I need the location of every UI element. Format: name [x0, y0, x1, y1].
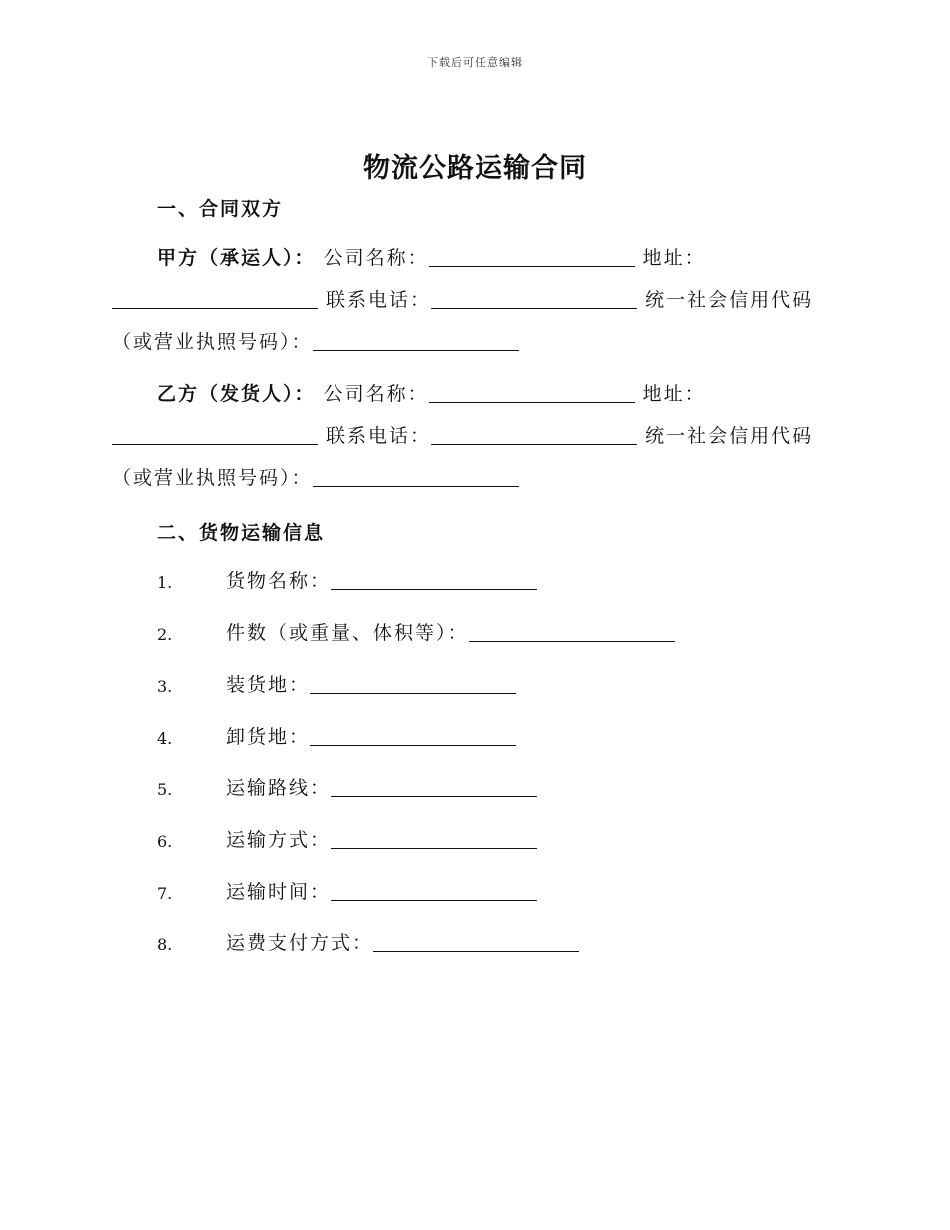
party-a-address-blank[interactable] — [112, 290, 318, 309]
transport-mode-item — [226, 828, 537, 852]
loading-place-item — [226, 673, 516, 697]
cargo-name-label: 货物名称： — [226, 570, 332, 592]
unloading-place-blank[interactable] — [310, 727, 516, 746]
party-b-address-blank[interactable] — [112, 426, 318, 445]
section-heading-parties: 一、合同双方 — [157, 198, 284, 220]
party-a-address-label: 地址： — [642, 247, 706, 269]
item-number: 3. — [157, 677, 173, 696]
transport-mode-blank[interactable] — [331, 830, 537, 849]
transport-time-blank[interactable] — [331, 882, 537, 901]
party-a-company-label: 公司名称： — [323, 247, 429, 269]
loading-place-blank[interactable] — [310, 675, 516, 694]
party-a-phone-blank[interactable] — [431, 290, 637, 309]
unloading-place-label: 卸货地： — [226, 726, 311, 748]
quantity-item — [226, 621, 675, 645]
item-number: 1. — [157, 573, 173, 592]
item-number: 8. — [157, 935, 173, 954]
section-heading-cargo: 二、货物运输信息 — [157, 522, 326, 544]
transport-mode-label: 运输方式： — [226, 829, 332, 851]
party-a-line-3 — [112, 330, 519, 354]
route-item — [226, 776, 537, 800]
party-b-credit-code-label: 统一社会信用代码 — [645, 425, 814, 447]
party-a-company-blank[interactable] — [429, 248, 635, 267]
payment-method-blank[interactable] — [373, 933, 579, 952]
item-number: 2. — [157, 625, 173, 644]
quantity-blank[interactable] — [469, 623, 675, 642]
party-a-license-blank[interactable] — [313, 332, 519, 351]
payment-method-label: 运费支付方式： — [226, 932, 374, 954]
party-b-phone-label: 联系电话： — [326, 425, 432, 447]
party-b-company-blank[interactable] — [429, 384, 635, 403]
party-b-license-blank[interactable] — [313, 468, 519, 487]
party-a-line-2 — [112, 288, 813, 312]
party-b-license-label: （或营业执照号码）： — [112, 467, 313, 489]
party-a-label: 甲方（承运人）： — [157, 247, 316, 269]
header-note: 下载后可任意编辑 — [427, 56, 523, 69]
unloading-place-item — [226, 725, 516, 749]
party-b-label: 乙方（发货人）： — [157, 383, 316, 405]
transport-time-label: 运输时间： — [226, 881, 332, 903]
party-a-line-1 — [157, 246, 706, 270]
party-b-phone-blank[interactable] — [431, 426, 637, 445]
cargo-name-blank[interactable] — [331, 571, 537, 590]
party-b-company-label: 公司名称： — [323, 383, 429, 405]
document-title: 物流公路运输合同 — [363, 153, 587, 184]
item-number: 5. — [157, 780, 173, 799]
item-number: 6. — [157, 832, 173, 851]
quantity-label: 件数（或重量、体积等）： — [226, 622, 469, 644]
payment-method-item — [226, 931, 579, 955]
party-b-address-label: 地址： — [642, 383, 706, 405]
party-b-line-3 — [112, 466, 519, 490]
party-a-license-label: （或营业执照号码）： — [112, 331, 313, 353]
loading-place-label: 装货地： — [226, 674, 311, 696]
route-blank[interactable] — [331, 778, 537, 797]
route-label: 运输路线： — [226, 777, 332, 799]
cargo-name-item — [226, 569, 537, 593]
party-b-line-2 — [112, 424, 813, 448]
transport-time-item — [226, 880, 537, 904]
party-b-line-1 — [157, 382, 706, 406]
item-number: 7. — [157, 884, 173, 903]
item-number: 4. — [157, 729, 173, 748]
party-a-phone-label: 联系电话： — [326, 289, 432, 311]
party-a-credit-code-label: 统一社会信用代码 — [645, 289, 814, 311]
